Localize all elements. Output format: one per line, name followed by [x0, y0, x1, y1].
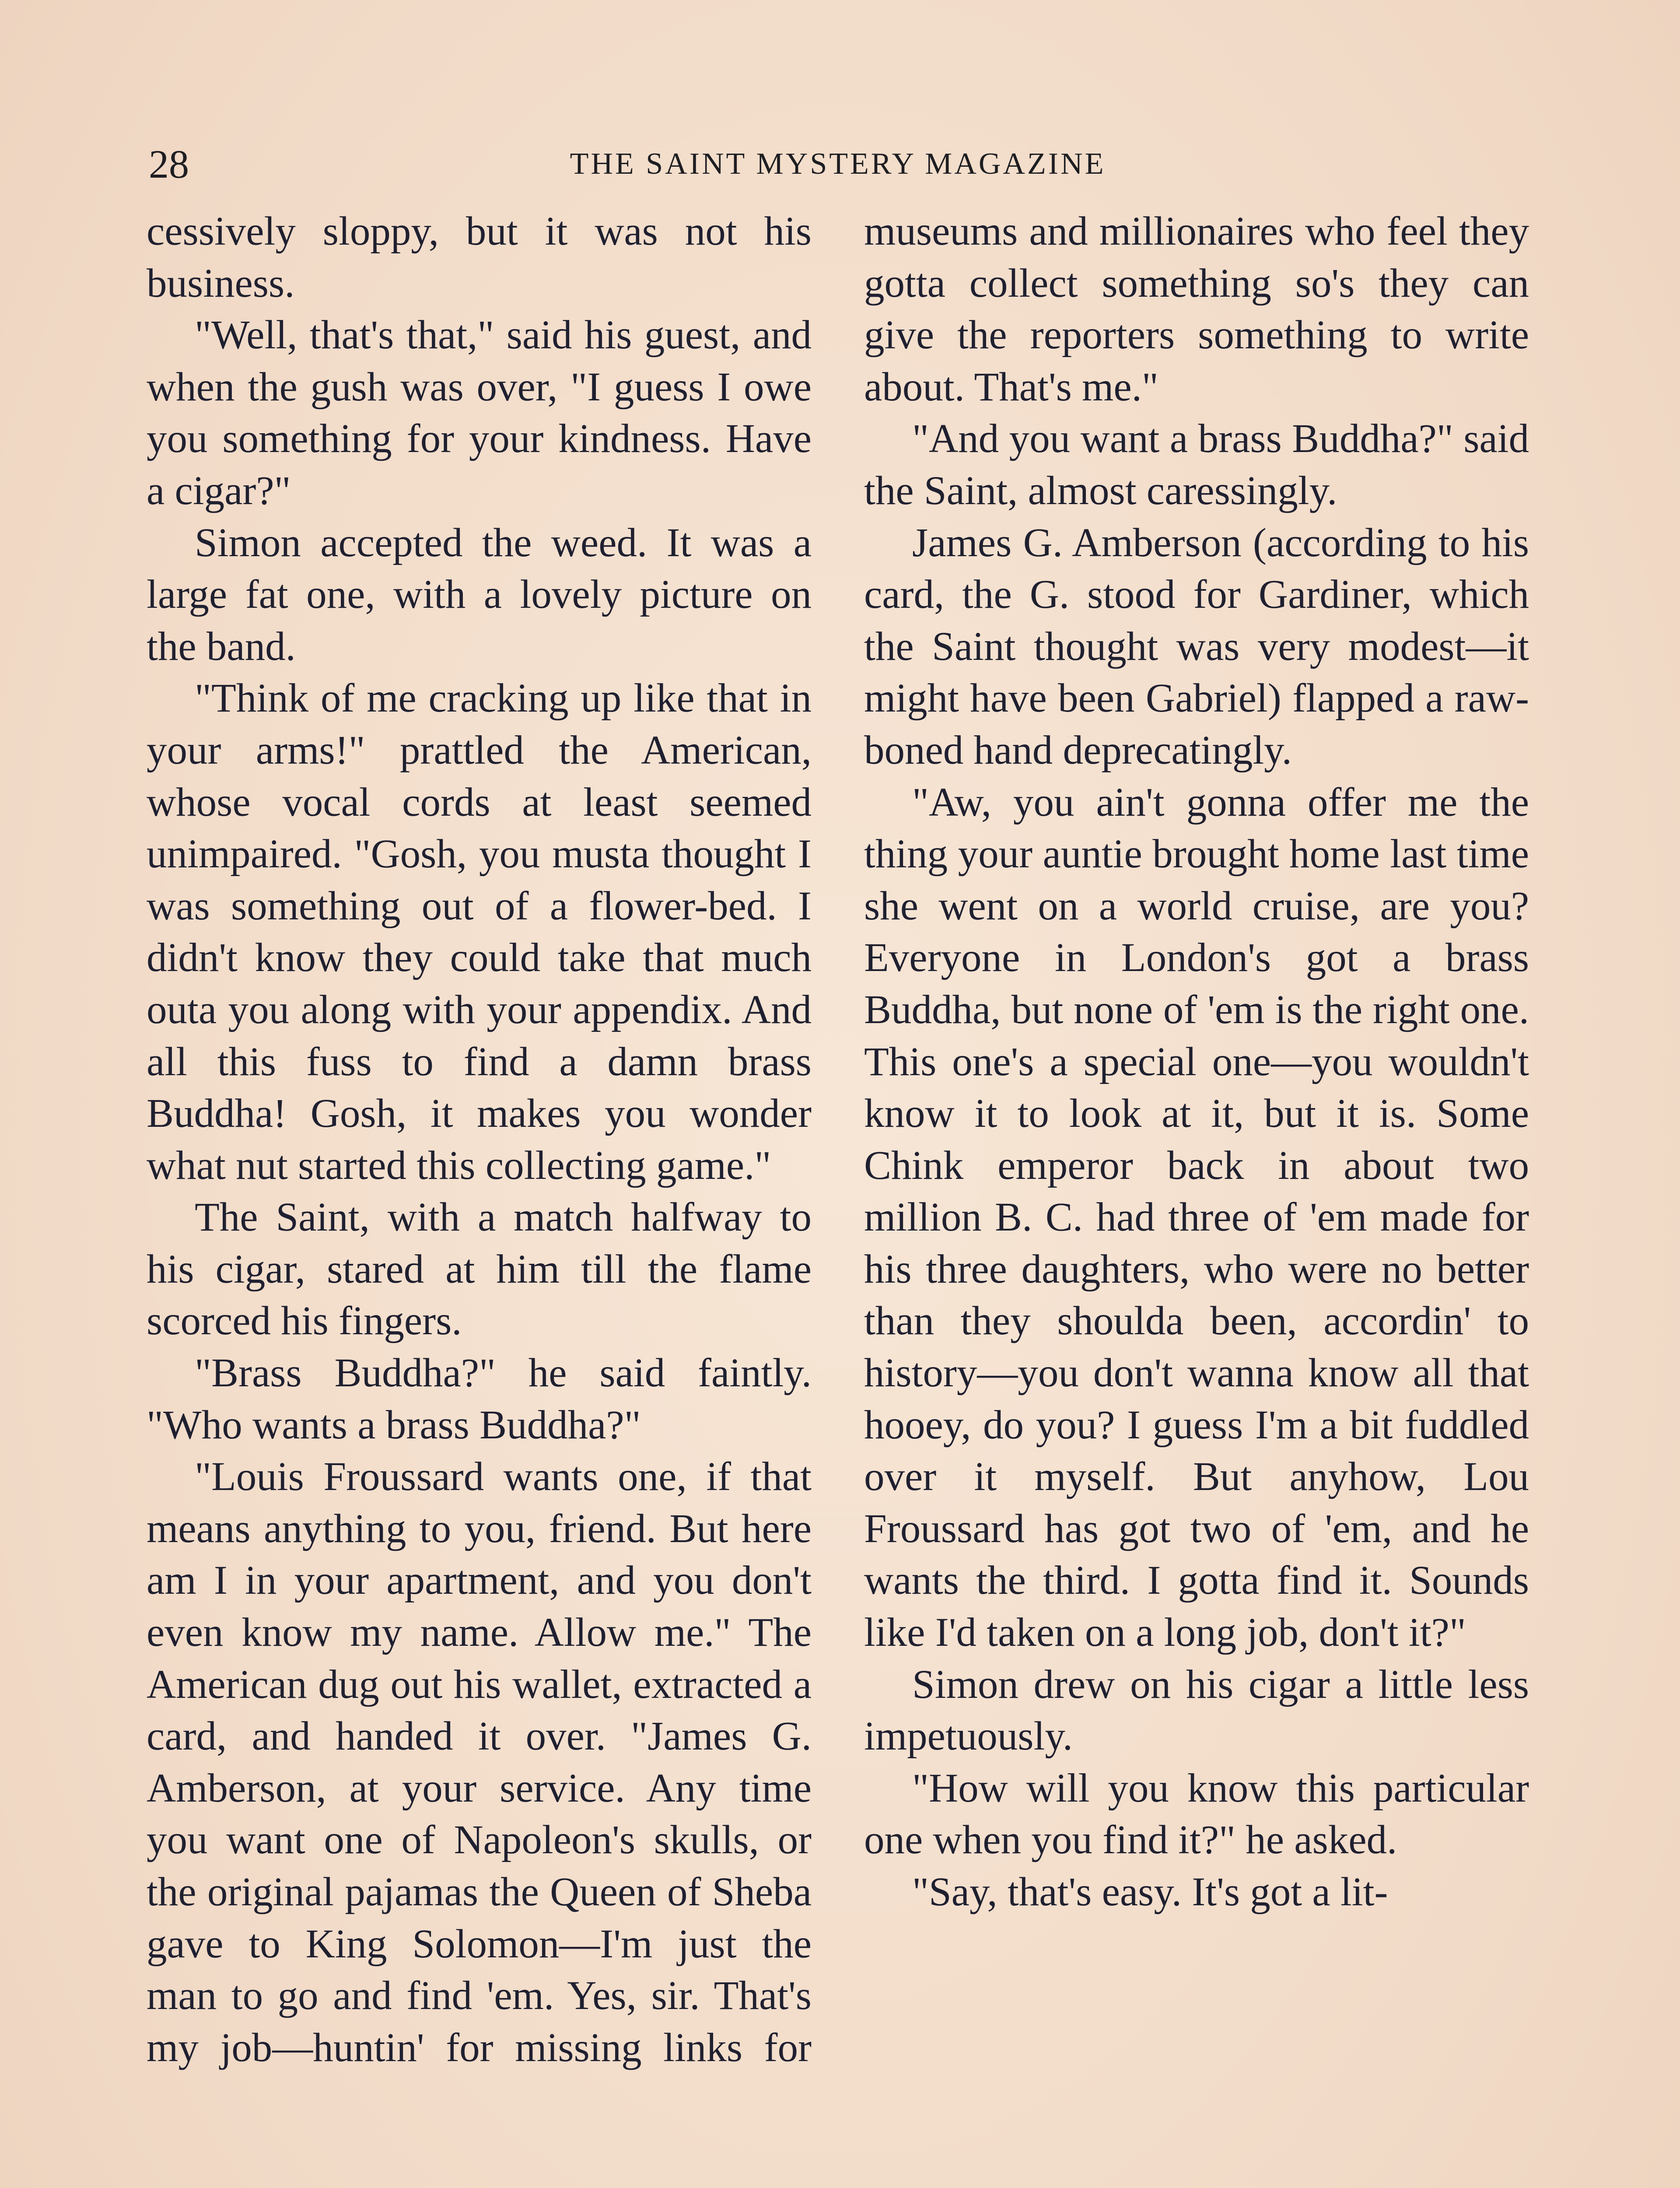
left-column — [147, 206, 812, 2074]
page-number: 28 — [149, 142, 189, 186]
right-column — [864, 206, 1529, 1918]
paragraph: museums and millionaires who feel they gotta collect something so's they can give the reporters something to write about. That's me." — [864, 209, 1529, 410]
paragraph: "How will you know this particular one when you find it?" he asked. — [864, 1765, 1529, 1863]
paragraph: "Brass Buddha?" he said faintly. "Who wants a brass Buddha?" — [147, 1350, 812, 1448]
paragraph: "Well, that's that," said his guest, and when the gush was over, "I guess I owe you something for your kindness. Have a cigar?" — [147, 312, 812, 513]
paragraph: "Think of me cracking up like that in your arms!" prattled the American, whose vocal cords at least seemed unimpaired. "Gosh, you musta thought I was something out of a flower-bed. I didn't know they could take that much outa you along with your appendix. And all this fuss to find a damn brass Buddha! Gosh, it makes you wonder what nut started this collecting game." — [147, 676, 812, 1188]
paragraph: Simon drew on his cigar a little less impetuously. — [864, 1662, 1529, 1759]
paragraph: "Louis Froussard wants one, if that means anything to you, friend. But here am I in your apartment, and you don't even know my name. Allow me." The American dug out his wallet, extracted a card, and handed it over. "James G. Amberson, at your service. Any time you want one of Napoleon's skulls, or the original pajamas the Queen of Sheba gave to King Solomon—I'm just the man to go and find 'em. Yes, sir. That's my job—huntin' for missing links for — [147, 1454, 812, 2070]
running-title: THE SAINT MYSTERY MAGAZINE — [570, 147, 1106, 181]
paragraph: James G. Amberson (according to his card, the G. stood for Gardiner, which the Saint thought was very modest—it might have been Gabriel) flapped a raw-boned hand deprecatingly. — [864, 520, 1529, 773]
page-header — [149, 140, 1527, 188]
paragraph: "Say, that's easy. It's got a lit- — [912, 1869, 1388, 1914]
paragraph: Simon accepted the weed. It was a large fat one, with a lovely picture on the band. — [147, 520, 812, 669]
paragraph: The Saint, with a match halfway to his cigar, stared at him till the flame scorced his fingers. — [147, 1195, 812, 1344]
paragraph: "Aw, you ain't gonna offer me the thing your auntie brought home last time she went on a world cruise, are you? Everyone in London's got a brass Buddha, but none of 'em is the right one. This one's a special one—you wouldn't know it to look at it, but it is. Some Chink emperor back in about two million B. C. had three of 'em made for his three daughters, who were no better than they shoulda been, accordin' to history—you don't wanna know all that hooey, do you? I guess I'm a bit fuddled over it myself. But anyhow, Lou Froussard has got two of 'em, and he wants the third. I gotta find it. Sounds like I'd taken on a long job, don't it?" — [864, 779, 1529, 1655]
paragraph: cessively sloppy, but it was not his business. — [147, 209, 812, 306]
paragraph: "And you want a brass Buddha?" said the Saint, almost caressingly. — [864, 416, 1529, 513]
